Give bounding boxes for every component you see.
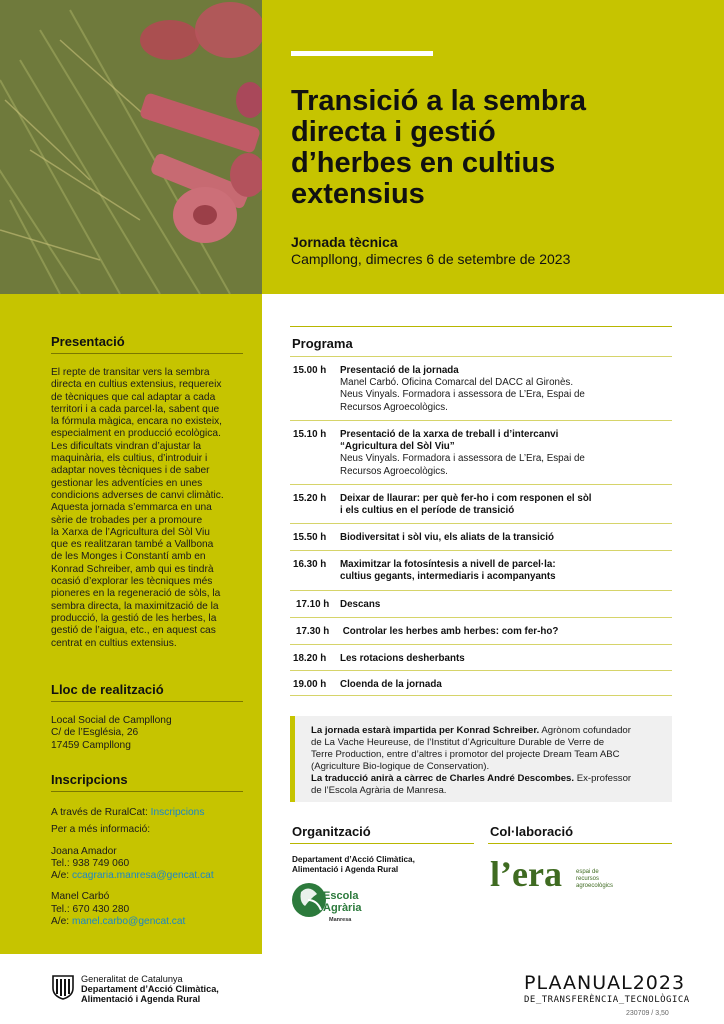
contact-phone: Tel.: 938 749 060: [51, 857, 130, 869]
email-prefix: A/e:: [51, 916, 72, 928]
title-accent-bar: [291, 51, 433, 56]
sidebar: [0, 294, 262, 954]
item-body: [340, 626, 670, 638]
divider: [51, 791, 243, 792]
item-time: 17.30 h: [296, 626, 330, 637]
item-time: 15.50 h: [293, 532, 327, 543]
escola-agraria-logo: [291, 880, 371, 930]
text-line: Generalitat de Catalunya: [81, 974, 183, 984]
title-line: Transició a la sembra: [291, 85, 586, 117]
page-title: [291, 86, 711, 210]
text-line: centrat en cultius extensius.: [51, 637, 177, 649]
text-line: Terre Production, entre d’altres i promotor del projecte Dream Team ABC: [311, 749, 620, 761]
contact-email-link[interactable]: ccagraria.manresa@gencat.cat: [71, 870, 214, 882]
item-body: [340, 532, 670, 544]
programme-item: [290, 644, 672, 670]
item-detail: Recursos Agroecològics.: [340, 401, 448, 413]
contact-email-line: [51, 870, 259, 882]
text-line: producció, la gestió de les herbes, la: [51, 612, 217, 624]
contact-email-link[interactable]: manel.carbo@gencat.cat: [71, 916, 186, 928]
text-line: la fórmula màgica, encara no existeix,: [51, 416, 223, 428]
logo-text: Agrària: [323, 902, 362, 914]
item-body: [340, 653, 670, 665]
speaker-note: [290, 716, 672, 802]
divider: [290, 843, 474, 844]
divider: [51, 701, 243, 702]
email-prefix: A/e:: [51, 870, 72, 882]
programme-item: [290, 484, 672, 523]
text-line: [311, 773, 667, 785]
contact-email-line: [51, 916, 259, 928]
title-line: d’herbes en cultius: [291, 147, 556, 179]
document-reference: 230709 / 3,50: [626, 1010, 669, 1017]
logo-tagline: recursos: [576, 876, 600, 882]
government-name: [81, 974, 219, 1004]
text-line: [311, 725, 667, 737]
registration-via: [51, 807, 259, 819]
item-time: 15.20 h: [293, 493, 327, 504]
divider: [488, 843, 672, 844]
text-line: 17459 Campllong: [51, 739, 131, 751]
text-line: Konrad Schreiber, amb qui es tindrà: [51, 563, 214, 575]
item-detail: Neus Vinyals. Formadora i assessora de L’Era, Espai de: [340, 453, 585, 465]
item-detail: Neus Vinyals. Formadora i assessora de L’Era, Espai de: [340, 389, 585, 401]
programme-heading: Programa: [292, 336, 353, 351]
generalitat-emblem-icon: [51, 974, 75, 1000]
plan-title: PLAANUAL2023: [524, 972, 686, 994]
text-line: Local Social de Campllong: [51, 715, 172, 726]
text-line: de La Vache Heureuse, de l’Institut d’Agriculture Durable de Verre de: [311, 737, 605, 749]
hero-panel: [262, 0, 724, 294]
text-line: sèrie de trobades per a promoure: [51, 514, 203, 526]
programme-item: [290, 420, 672, 483]
collaboration-heading: Col·laboració: [490, 824, 574, 839]
hero-photo-tilled-field: [0, 0, 262, 294]
text-line: ocasió d’explorar les tècniques més: [51, 576, 213, 588]
title-line: extensius: [291, 178, 425, 210]
item-body: [340, 559, 670, 583]
location-address: [51, 715, 259, 752]
contact-name: Manel Carbó: [51, 891, 110, 903]
text-line: (Agriculture Bio-logique de Conservation).: [311, 761, 490, 773]
speaker-role: Agrònom cofundador: [539, 725, 631, 736]
item-title: Cloenda de la jornada: [340, 679, 442, 690]
text-line: especialment en producció ecològica.: [51, 428, 221, 440]
item-title: Presentació de la xarxa de treball i d’intercanvi: [340, 429, 559, 440]
text-line: Departament d’Acció Climàtica,: [81, 984, 219, 994]
item-body: [340, 365, 670, 414]
text-line: directa en cultius extensius, requereix: [51, 379, 222, 391]
divider: [51, 353, 243, 354]
programme-item: [290, 670, 672, 696]
text-line: adaptar noves tècniques i de saber: [51, 465, 210, 477]
contact-phone: Tel.: 670 430 280: [51, 903, 130, 915]
text-line: la Xarxa de l’Agricultura del Sòl Viu: [51, 526, 210, 538]
footer: [0, 954, 724, 1024]
text-line: Departament d’Acció Climàtica,: [292, 855, 415, 864]
text-line: Alimentació i Agenda Rural: [81, 994, 201, 1004]
registrations-heading: Inscripcions: [51, 772, 128, 787]
text-line: maquinària, els cultius, d’introduir i: [51, 453, 208, 465]
presentation-text: [51, 367, 259, 650]
item-title: i els cultius en el període de transició: [340, 505, 515, 517]
text-line: Les dificultats vindran d’ajustar la: [51, 440, 202, 452]
item-title: Deixar de llaurar: per què fer-ho i com responen el sòl: [340, 493, 592, 504]
registration-link[interactable]: Inscripcions: [150, 807, 205, 818]
text-line: de les Monges i Constantí amb en: [51, 551, 206, 563]
event-type: Jornada tècnica: [291, 234, 398, 250]
item-title: Descans: [340, 599, 381, 610]
text-line: C/ de l’Església, 26: [51, 727, 139, 739]
item-title: Presentació de la jornada: [340, 365, 459, 376]
item-title: Maximitzar la fotosíntesis a nivell de parcel·la:: [340, 559, 556, 570]
programme-item: [290, 356, 672, 419]
event-date: Campllong, dimecres 6 de setembre de 2023: [291, 251, 571, 267]
contact-name: Joana Amador: [51, 845, 117, 857]
text-line: gestionar les adventícies en unes: [51, 477, 203, 489]
logo-tagline: agroecològics: [576, 883, 614, 889]
item-time: 15.10 h: [293, 429, 327, 440]
via-prefix: A través de RuralCat:: [51, 807, 151, 818]
title-line: directa i gestió: [291, 116, 496, 148]
speaker-intro: La jornada estarà impartida per Konrad Schreiber.: [311, 725, 540, 736]
presentation-heading: Presentació: [51, 334, 125, 349]
registrations-info: [51, 807, 259, 928]
divider: [290, 326, 672, 327]
item-title: Biodiversitat i sòl viu, els aliats de la transició: [340, 532, 554, 543]
text-line: pioneres en la regeneració de sòls, la: [51, 588, 221, 600]
text-line: condicions adverses de canvi climàtic.: [51, 489, 224, 501]
item-title: Les rotacions desherbants: [340, 653, 465, 664]
logo-tagline: espai de: [576, 869, 599, 875]
item-detail: Recursos Agroecològics.: [340, 465, 448, 477]
plan-subtitle: DE_TRANSFERÈNCIA_TECNOLÒGICA: [524, 995, 690, 1005]
item-title: Controlar les herbes amb herbes: com fer-ho?: [340, 626, 559, 637]
item-body: [340, 679, 670, 691]
item-time: 18.20 h: [293, 653, 327, 664]
text-line: de l’Escola Agrària de Manresa.: [311, 785, 447, 797]
logo-wordmark: l’era: [490, 854, 562, 894]
text-line: que es realitzaran també a Vallbona: [51, 539, 214, 551]
item-detail: Manel Carbó. Oficina Comarcal del DACC al Gironès.: [340, 377, 574, 389]
item-time: 19.00 h: [293, 679, 327, 690]
item-title: “Agricultura del Sòl Viu”: [340, 441, 455, 453]
programme-item: [290, 550, 672, 590]
item-time: 17.10 h: [296, 599, 330, 610]
location-heading: Lloc de realització: [51, 682, 164, 697]
lera-logo: [490, 852, 630, 896]
translator-intro: La traducció anirà a càrrec de Charles André Descombes.: [311, 773, 575, 785]
translator-role: Ex-professor: [574, 773, 632, 785]
text-line: Aquesta jornada s’emmarca en una: [51, 502, 212, 514]
text-line: gestió de l’aigua, etc., en aquest cas: [51, 625, 216, 637]
text-line: de tècniques que cal adaptar a cada: [51, 391, 216, 403]
programme-item: [290, 590, 672, 617]
item-body: [340, 493, 670, 517]
item-body: [340, 429, 670, 478]
programme-item: [290, 617, 672, 644]
item-title: cultius gegants, intermediaris i acompanyants: [340, 571, 556, 583]
logo-text: Escola: [323, 890, 359, 902]
logo-text: Manresa: [329, 917, 352, 923]
note-text: [311, 725, 667, 798]
organisation-heading: Organització: [292, 824, 371, 839]
more-info-label: Per a més informació:: [51, 824, 151, 836]
item-time: 16.30 h: [293, 559, 327, 570]
item-time: 15.00 h: [293, 365, 327, 376]
text-line: Alimentació i Agenda Rural: [292, 864, 399, 874]
department-name: [292, 855, 415, 874]
text-line: El repte de transitar vers la sembra: [51, 367, 210, 378]
note-accent-bar: [290, 716, 295, 802]
item-body: [340, 599, 670, 611]
text-line: territori i a cada parcel·la, sabent que: [51, 403, 220, 415]
text-line: sembra directa, la maximització de la: [51, 600, 219, 612]
programme-item: [290, 523, 672, 550]
